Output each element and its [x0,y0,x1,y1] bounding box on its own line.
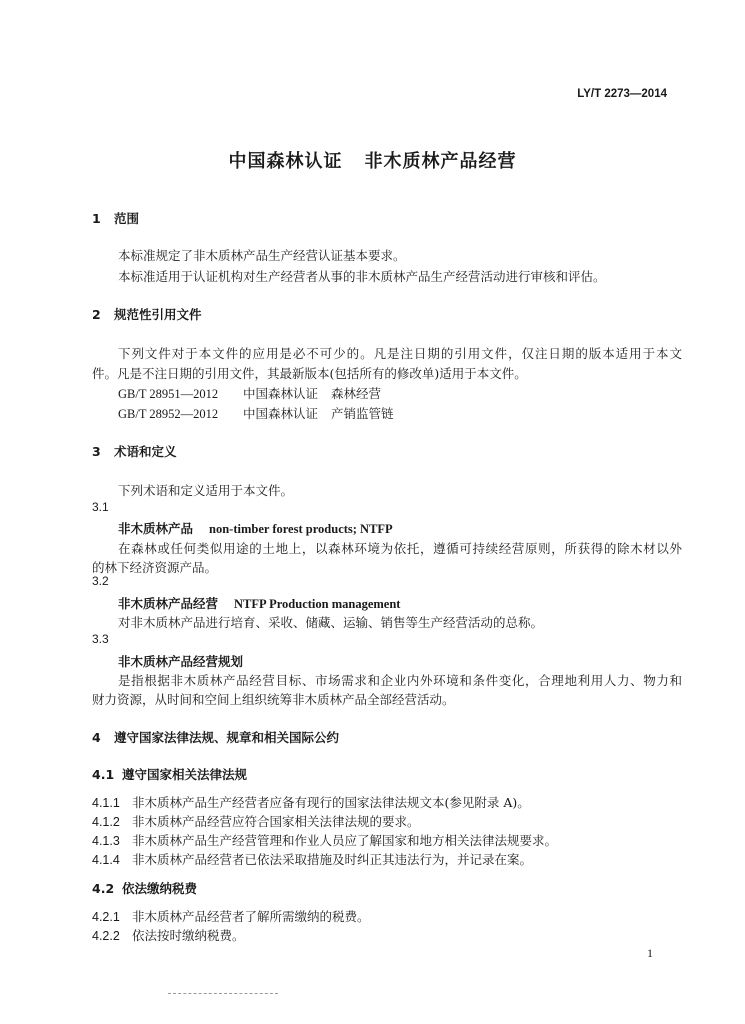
reference-item: GB/T 28951—2012 中国森林认证 森林经营 [118,386,382,401]
term-title: 非木质林产品经营规划 [118,654,244,669]
title-part-1: 中国森林认证 [228,151,343,172]
clause: 4.1.1 非木质林产品生产经营者应备有现行的国家法律法规文本(参见附录 A)。 [92,795,530,810]
section-2-heading: 2 规范性引用文件 [92,307,202,322]
page-number: 1 [647,946,653,960]
paragraph: 下列术语和定义适用于本文件。 [118,483,294,498]
term-definition: 在森林或任何类似用途的土地上，以森林环境为依托，遵循可持续经营原则，所获得的除木材以外 [118,541,682,556]
clause: 4.1.2 非木质林产品经营应符合国家相关法律法规的要求。 [92,814,420,829]
term-title: 非木质林产品经营 NTFP Production management [118,596,401,611]
page-title [0,147,745,173]
title-part-2: 非木质林产品经营 [364,151,517,172]
clause: 4.1.4 非木质林产品经营者已依法采取措施及时纠正其违法行为，并记录在案。 [92,852,533,867]
term-definition: 对非木质林产品进行培育、采收、储藏、运输、销售等生产经营活动的总称。 [118,615,544,630]
section-3-heading: 3 术语和定义 [92,444,177,459]
paragraph: 下列文件对于本文件的应用是必不可少的。凡是注日期的引用文件，仅注日期的版本适用于本文 [118,346,682,361]
term-definition-continuation: 财力资源，从时间和空间上组织统筹非木质林产品全部经营活动。 [92,692,455,707]
clause: 4.1.3 非木质林产品生产经营管理和作业人员应了解国家和地方相关法律法规要求。 [92,833,558,848]
subsection-heading: 4.2 依法缴纳税费 [92,881,198,896]
subsection-heading: 4.1 遵守国家相关法律法规 [92,767,248,782]
paragraph: 本标准适用于认证机构对生产经营者从事的非木质林产品生产经营活动进行审核和评估。 [118,269,606,284]
term-definition: 是指根据非木质林产品经营目标、市场需求和企业内外环境和条件变化，合理地利用人力、物力和 [118,673,682,688]
term-title: 非木质林产品 non-timber forest products; NTFP [118,521,393,536]
clause: 4.2.1 非木质林产品经营者了解所需缴纳的税费。 [92,909,370,924]
reference-item: GB/T 28952—2012 中国森林认证 产销监管链 [118,406,394,421]
section-1-heading: 1 范围 [92,211,140,226]
paragraph: 本标准规定了非木质林产品生产经营认证基本要求。 [118,248,406,263]
clause: 4.2.2 依法按时缴纳税费。 [92,928,245,943]
scan-mark [168,993,278,994]
standard-number: LY/T 2273—2014 [577,88,667,100]
term-definition-continuation: 的林下经济资源产品。 [92,560,218,575]
term-number: 3.3 [92,632,109,646]
term-number: 3.1 [92,500,109,514]
section-4-heading: 4 遵守国家法律法规、规章和相关国际公约 [92,730,340,745]
term-number: 3.2 [92,574,109,588]
paragraph-continuation: 件。凡是不注日期的引用文件，其最新版本(包括所有的修改单)适用于本文件。 [92,366,527,381]
